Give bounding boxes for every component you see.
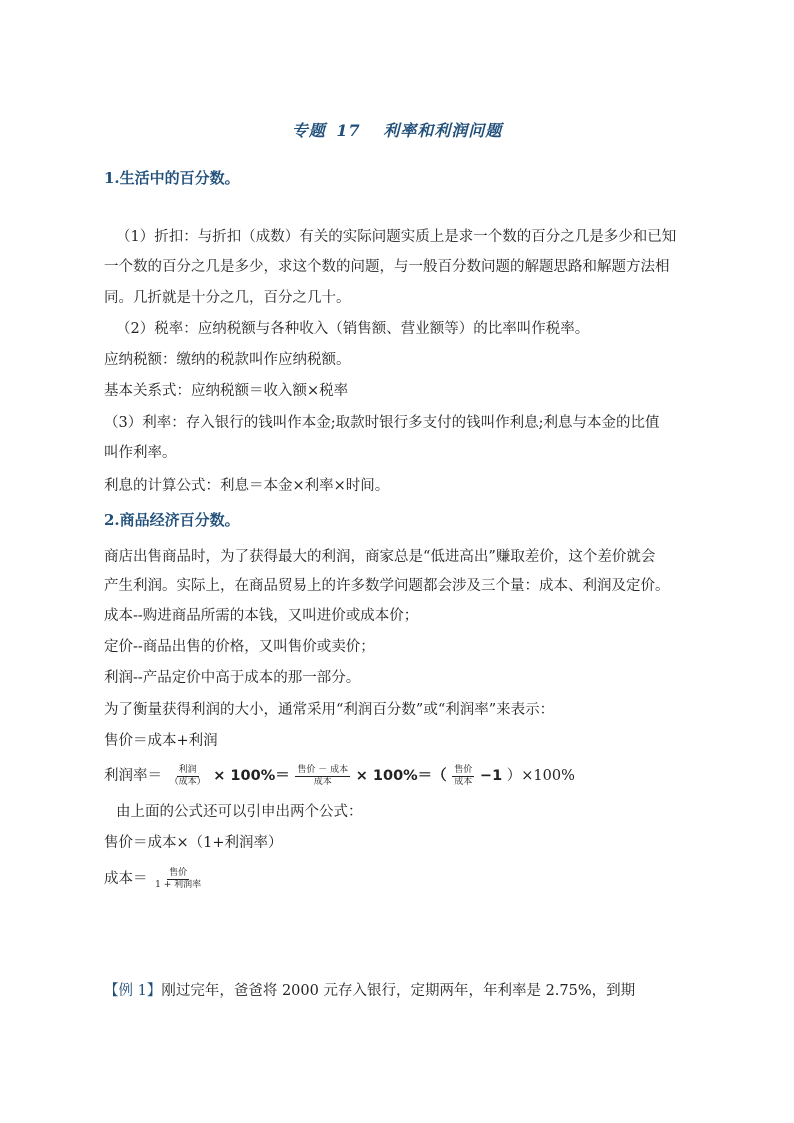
title-prefix: 专题 <box>291 121 326 140</box>
s2-p8: 售价＝成本×（1+利润率） <box>104 835 283 851</box>
s1-p1-line2: 一个数的百分之几是多少，求这个数的问题，与一般百分数问题的解题思路和解题方法相 <box>104 259 670 275</box>
s2-p1-line2: 产生利润。实际上，在商品贸易上的许多数学问题都会涉及三个量：成本、利润及定价。 <box>104 578 670 594</box>
example-tag: 【例 1】 <box>104 983 162 999</box>
fraction-numerator: 售价 <box>454 764 473 775</box>
fraction-numerator: 利润 <box>178 764 197 775</box>
formula-minus-one: −1 <box>479 768 503 784</box>
s2-p7: 由上面的公式还可以引申出两个公式： <box>116 804 363 820</box>
fraction-numerator: 售价 <box>169 867 188 878</box>
s2-p6: 售价＝成本+利润 <box>104 733 218 749</box>
formula-tail: ）×100% <box>506 768 575 784</box>
s1-p4: 基本关系式：应纳税额＝收入额×税率 <box>104 383 349 399</box>
cost-formula-lhs: 成本＝ <box>104 871 148 887</box>
formula-times-100-1: × 100%＝ <box>213 768 290 784</box>
fraction-numerator: 售价 － 成本 <box>297 764 349 775</box>
fraction-denominator: 1 + 利润率 <box>155 879 202 890</box>
profit-rate-formula <box>104 763 575 789</box>
s2-p1-line1: 商店出售商品时，为了获得最大的利润，商家总是“低进高出”赚取差价，这个差价就会 <box>104 549 656 565</box>
s1-p5-line1: （3）利率：存入银行的钱叫作本金;取款时银行多支付的钱叫作利息;利息与本金的比值 <box>104 415 660 431</box>
example-1 <box>104 981 635 1001</box>
s1-p3: 应纳税额：缴纳的税款叫作应纳税额。 <box>104 352 351 368</box>
page-title <box>0 118 794 141</box>
s1-p6: 利息的计算公式：利息＝本金×利率×时间。 <box>104 478 390 494</box>
s2-p3: 定价--商品出售的价格，又叫售价或卖价； <box>104 639 375 655</box>
title-text: 利率和利润问题 <box>383 121 503 140</box>
s2-p4: 利润--产品定价中高于成本的那一部分。 <box>104 670 361 686</box>
title-number: 17 <box>336 121 361 140</box>
fraction-denominator: （成本） <box>169 776 206 787</box>
s1-p1-line3: 同。几折就是十分之几，百分之几十。 <box>104 290 351 306</box>
fraction-price-over-cost <box>452 765 474 788</box>
formula-lhs: 利润率＝ <box>104 768 162 784</box>
formula-times-100-2: × 100%＝（ <box>355 768 447 784</box>
s1-p1-line1: （1）折扣：与折扣（成数）有关的实际问题实质上是求一个数的百分之几是多少和已知 <box>116 229 677 245</box>
fraction-denominator: 成本 <box>313 776 332 787</box>
fraction-denominator: 成本 <box>454 776 473 787</box>
s2-p2: 成本--购进商品所需的本钱，又叫进价或成本价； <box>104 608 419 624</box>
section1-heading: 1.生活中的百分数。 <box>104 169 240 187</box>
s2-p5: 为了衡量获得利润的大小，通常采用“利润百分数”或“利润率”来表示： <box>104 702 555 718</box>
section2-heading: 2.商品经济百分数。 <box>104 511 240 529</box>
example-text: 刚过完年，爸爸将 2000 元存入银行，定期两年，年利率是 2.75%，到期 <box>161 983 636 999</box>
s1-p2: （2）税率：应纳税额与各种收入（销售额、营业额等）的比率叫作税率。 <box>116 321 590 337</box>
fraction-profit-over-cost <box>168 765 208 788</box>
s1-p5-line2: 叫作利率。 <box>104 445 177 461</box>
fraction-price-over-one-plus-rate <box>153 868 203 891</box>
fraction-price-minus-cost <box>295 765 350 788</box>
cost-formula <box>104 866 204 892</box>
